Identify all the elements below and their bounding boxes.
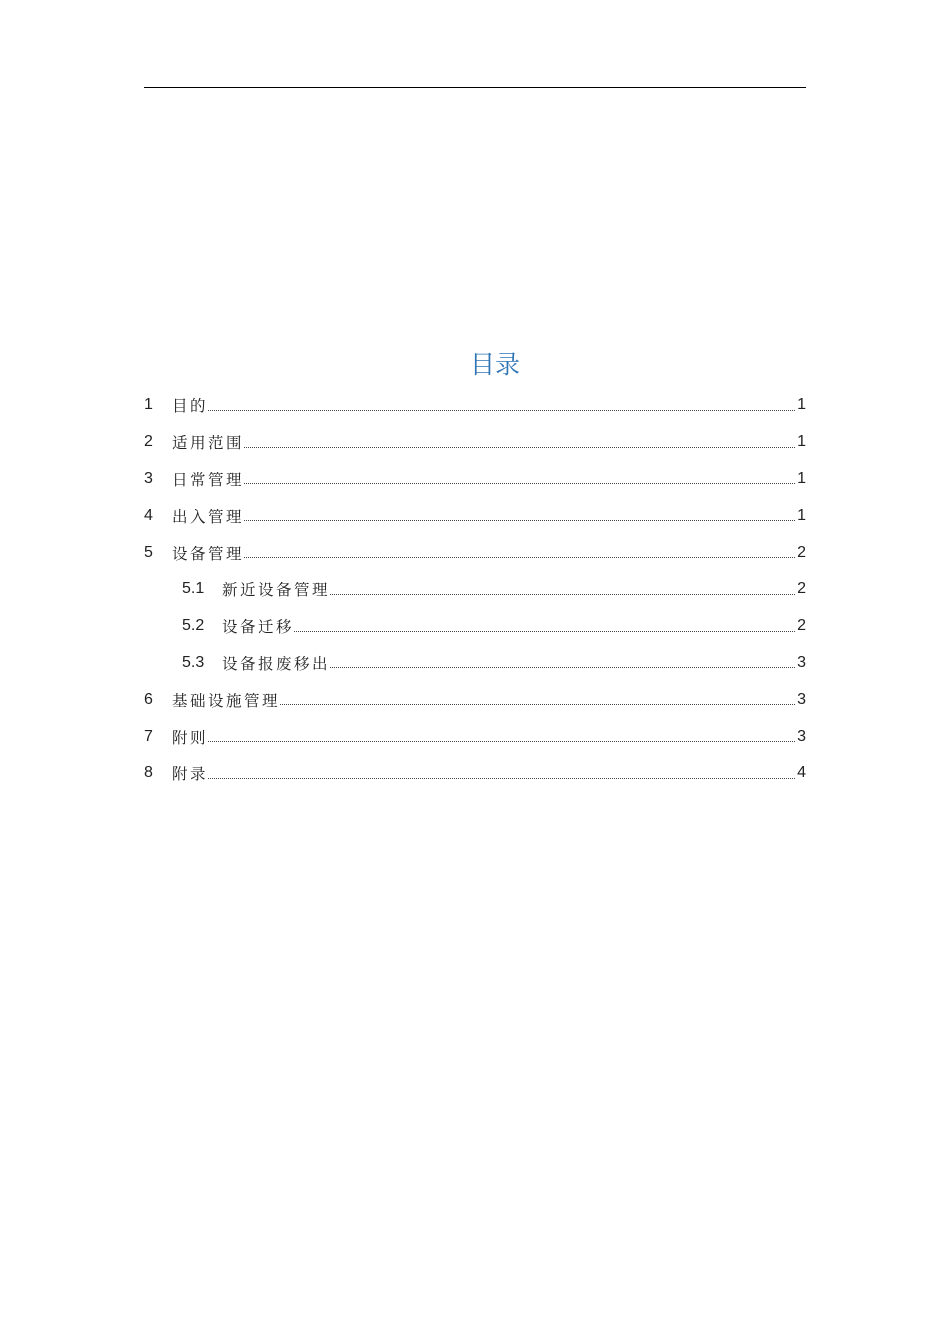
- toc-entry[interactable]: [144, 681, 806, 718]
- toc-entry-number: 4: [144, 506, 153, 524]
- header-rule: [144, 87, 806, 88]
- toc-entry-page: 2: [797, 580, 806, 598]
- toc-entry-page: 3: [797, 653, 806, 671]
- toc-entry[interactable]: [144, 461, 806, 498]
- toc-entry-number: 6: [144, 690, 153, 708]
- toc-entry-page: 3: [797, 690, 806, 708]
- toc-entry-number: 5: [144, 543, 153, 561]
- toc-entry-title: 日常管理: [172, 470, 245, 489]
- toc-dot-leader: [330, 667, 795, 668]
- toc-entry-title: 出入管理: [172, 507, 245, 526]
- toc-dot-leader: [244, 483, 795, 484]
- toc-entry[interactable]: [144, 755, 806, 792]
- toc-dot-leader: [244, 557, 795, 558]
- toc-subentry[interactable]: [144, 571, 806, 608]
- toc-entry-page: 3: [797, 727, 806, 745]
- toc-entry-title: 附则: [172, 728, 209, 747]
- toc-entry-page: 4: [797, 764, 806, 782]
- toc-entry[interactable]: [144, 387, 806, 424]
- toc-entry[interactable]: [144, 534, 806, 571]
- toc-entry[interactable]: [144, 424, 806, 461]
- toc-entry-title: 目的: [172, 397, 209, 416]
- toc-entry-number: 5.2: [182, 617, 205, 635]
- toc-entry-number: 3: [144, 469, 153, 487]
- toc-entry-title: 基础设施管理: [172, 691, 281, 710]
- toc-title: 目录: [469, 350, 520, 379]
- toc-dot-leader: [330, 594, 795, 595]
- toc-entry-page: 2: [797, 543, 806, 561]
- toc-entry-number: 7: [144, 727, 153, 745]
- toc-entry-number: 5.1: [182, 580, 205, 598]
- toc-entry-page: 1: [797, 396, 806, 414]
- toc-dot-leader: [294, 631, 795, 632]
- toc-entry-page: 1: [797, 469, 806, 487]
- toc-dot-leader: [208, 778, 795, 779]
- toc-entry-title: 附录: [172, 765, 209, 784]
- toc-entry-title: 设备迁移: [222, 618, 295, 637]
- toc-entry-page: 1: [797, 433, 806, 451]
- toc-entry-title: 设备报废移出: [222, 654, 331, 673]
- toc-entry-number: 1: [144, 396, 153, 414]
- toc-entry-number: 2: [144, 433, 153, 451]
- toc-entry-number: 5.3: [182, 653, 205, 671]
- toc-entry-number: 8: [144, 764, 153, 782]
- toc-entry-page: 1: [797, 506, 806, 524]
- toc-entry-title: 适用范围: [172, 434, 245, 453]
- toc-dot-leader: [208, 410, 795, 411]
- toc-entry-title: 设备管理: [172, 544, 245, 563]
- toc-entry-title: 新近设备管理: [222, 581, 331, 600]
- toc-dot-leader: [280, 704, 795, 705]
- toc-subentry[interactable]: [144, 608, 806, 645]
- table-of-contents: [144, 387, 806, 792]
- toc-entry[interactable]: [144, 497, 806, 534]
- toc-entry-page: 2: [797, 617, 806, 635]
- toc-dot-leader: [208, 741, 795, 742]
- toc-subentry[interactable]: [144, 645, 806, 682]
- toc-dot-leader: [244, 520, 795, 521]
- toc-entry[interactable]: [144, 718, 806, 755]
- toc-dot-leader: [244, 447, 795, 448]
